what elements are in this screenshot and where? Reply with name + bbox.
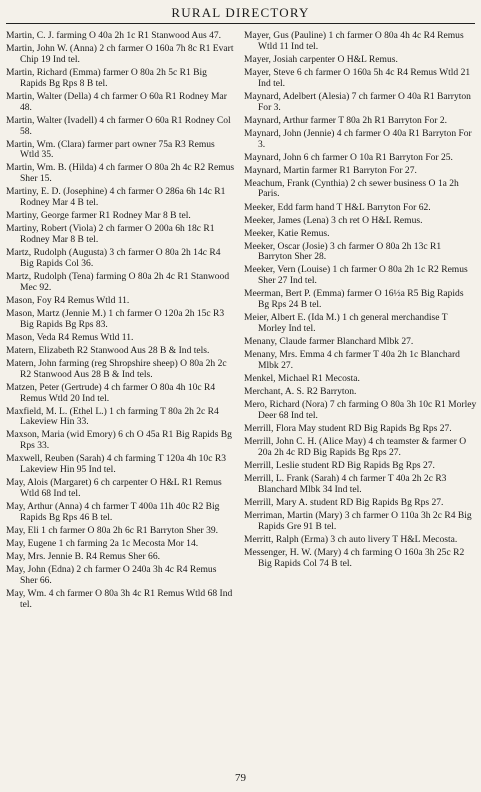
directory-entry: Menkel, Michael R1 Mecosta.	[244, 373, 360, 384]
directory-entry: May, Alois (Margaret) 6 ch carpenter O H&L R1 Remus Wtld 68 Ind tel.	[6, 477, 222, 499]
directory-entry: Martin, Wm. (Clara) farmer part owner 75a R3 Remus Wtld 35.	[6, 138, 215, 161]
directory-entry: Maynard, Martin farmer R1 Barryton For 27.	[244, 164, 417, 176]
directory-entry: Meeker, Edd farm hand T H&L Barryton For 62.	[244, 201, 431, 213]
directory-entry: May, Wm. 4 ch farmer O 80a 3h 4c R1 Remus Wtld 68 Ind tel.	[6, 587, 233, 610]
directory-entry: Meeker, Vern (Louise) 1 ch farmer O 80a 2h 1c R2 Remus Sher 27 Ind tel.	[244, 264, 468, 287]
directory-entry: Maxfield, M. L. (Ethel L.) 1 ch farming T 80a 2h 2c R4 Lakeview Hin 33.	[6, 405, 219, 428]
directory-entry: Martin, Wm. B. (Hilda) 4 ch farmer O 80a 2h 4c R2 Remus Sher 15.	[6, 162, 235, 185]
directory-entry: Martin, Richard (Emma) farmer O 80a 2h 5c R1 Big Rapids Bg Rps 8 B tel.	[6, 66, 207, 89]
directory-entry: Mayer, Steve 6 ch farmer O 160a 5h 4c R4 Remus Wtld 21 Ind tel.	[244, 66, 471, 89]
directory-entry: Maynard, Arthur farmer T 80a 2h R1 Barryton For 2.	[244, 114, 448, 126]
page-header: RURAL DIRECTORY	[171, 5, 310, 20]
directory-entry: Mayer, Gus (Pauline) 1 ch farmer O 80a 4h 4c R4 Remus Wtld 11 Ind tel.	[244, 30, 464, 52]
right-column	[244, 31, 477, 572]
directory-entry: Meerman, Bert P. (Emma) farmer O 16½a R5 Big Rapids Bg Rps 24 B tel.	[244, 288, 464, 311]
directory-entry: Martin, C. J. farming O 40a 2h 1c R1 Stanwood Aus 47.	[6, 30, 222, 41]
directory-entry: Messenger, H. W. (Mary) 4 ch farming O 160a 3h 25c R2 Big Rapids Col 74 B tel.	[244, 546, 465, 569]
directory-entry: Maynard, Adelbert (Alesia) 7 ch farmer O 40a R1 Barryton For 3.	[244, 90, 471, 113]
directory-entry: Meeker, James (Lena) 3 ch ret O H&L Remus.	[244, 214, 423, 226]
directory-entry: Mero, Richard (Nora) 7 ch farming O 80a 3h 10c R1 Morley Deer 68 Ind tel.	[244, 399, 477, 421]
directory-entry: Merrill, Mary A. student RD Big Rapids Bg Rps 27.	[244, 496, 444, 508]
directory-entry: Martin, Walter (Ivadell) 4 ch farmer O 60a R1 Rodney Col 58.	[6, 114, 231, 137]
directory-entry: Matern, Elizabeth R2 Stanwood Aus 28 B & Ind tels.	[6, 344, 210, 356]
directory-entry: Martz, Rudolph (Augusta) 3 ch farmer O 80a 2h 14c R4 Big Rapids Col 36.	[6, 247, 221, 269]
directory-entry: Maxwell, Reuben (Sarah) 4 ch farming T 120a 4h 10c R3 Lakeview Hin 95 Ind tel.	[6, 453, 226, 476]
directory-entry: Merrill, John C. H. (Alice May) 4 ch teamster & farmer O 20a 2h 4c RD Big Rapids Bg Rps 27.	[244, 435, 467, 458]
directory-entry: Martiny, George farmer R1 Rodney Mar 8 B tel.	[6, 210, 191, 222]
directory-entry: Merrill, Leslie student RD Big Rapids Bg Rps 27.	[244, 459, 435, 471]
directory-entry: Menany, Claude farmer Blanchard Mlbk 27.	[244, 336, 414, 348]
directory-entry: Merrill, Flora May student RD Big Rapids Bg Rps 27.	[244, 422, 452, 434]
directory-entry: Matern, John farming (reg Shropshire sheep) O 80a 2h 2c R2 Stanwood Aus 28 B & Ind tels.	[6, 357, 227, 380]
directory-entry: May, Eugene 1 ch farming 2a 1c Mecosta Mor 14.	[6, 537, 199, 549]
page-number: 79	[235, 772, 246, 784]
directory-entry: Matzen, Peter (Gertrude) 4 ch farmer O 80a 4h 10c R4 Remus Wtld 20 Ind tel.	[6, 381, 216, 404]
directory-entry: Mayer, Josiah carpenter O H&L Remus.	[244, 53, 398, 65]
directory-entry: Merriman, Martin (Mary) 3 ch farmer O 110a 3h 2c R4 Big Rapids Gre 91 B tel.	[244, 509, 472, 532]
directory-entry: Mason, Veda R4 Remus Wtld 11.	[6, 331, 134, 343]
directory-entry: Meier, Albert E. (Ida M.) 1 ch general merchandise T Morley Ind tel.	[244, 312, 448, 335]
directory-entry: Merrill, L. Frank (Sarah) 4 ch farmer T 40a 2h 2c R3 Blanchard Mlbk 34 Ind tel.	[244, 472, 447, 495]
directory-entry: Martin, John W. (Anna) 2 ch farmer O 160a 7h 8c R1 Evart Chip 19 Ind tel.	[6, 43, 234, 65]
directory-entry: Meeker, Oscar (Josie) 3 ch farmer O 80a 2h 13c R1 Barryton Sher 28.	[244, 240, 442, 263]
directory-entry: May, Arthur (Anna) 4 ch farmer T 400a 11h 40c R2 Big Rapids Bg Rps 46 B tel.	[6, 501, 220, 523]
directory-entry: Maxson, Maria (wid Emory) 6 ch O 45a R1 Big Rapids Bg Rps 33.	[6, 429, 232, 452]
directory-entry: Mason, Martz (Jennie M.) 1 ch farmer O 120a 2h 15c R3 Big Rapids Bg Rps 83.	[6, 307, 225, 330]
directory-entry: Mason, Foy R4 Remus Wtld 11.	[6, 294, 130, 306]
directory-entry: May, John (Edna) 2 ch farmer O 240a 3h 4c R4 Remus Sher 66.	[6, 564, 217, 586]
directory-entry: Martiny, E. D. (Josephine) 4 ch farmer O 286a 6h 14c R1 Rodney Mar 4 B tel.	[6, 186, 226, 209]
left-column	[6, 31, 235, 613]
directory-entry: Martiny, Robert (Viola) 2 ch farmer O 200a 6h 18c R1 Rodney Mar 8 B tel.	[6, 223, 215, 246]
directory-entry: Merchant, A. S. R2 Barryton.	[244, 386, 357, 398]
directory-entry: Maynard, John 6 ch farmer O 10a R1 Barryton For 25.	[244, 151, 453, 163]
header-rule	[6, 23, 475, 24]
directory-entry: Meeker, Katie Remus.	[244, 227, 330, 239]
directory-entry: Maynard, John (Jennie) 4 ch farmer O 40a R1 Barryton For 3.	[244, 127, 472, 150]
directory-entry: Merritt, Ralph (Erma) 3 ch auto livery T H&L Mecosta.	[244, 533, 458, 545]
directory-entry: Martin, Walter (Della) 4 ch farmer O 60a R1 Rodney Mar 48.	[6, 90, 227, 113]
directory-entry: May, Eli 1 ch farmer O 80a 2h 6c R1 Barryton Sher 39.	[6, 524, 219, 536]
directory-entry: Menany, Mrs. Emma 4 ch farmer T 40a 2h 1c Blanchard Mlbk 27.	[244, 349, 460, 371]
directory-entry: Meachum, Frank (Cynthia) 2 ch sewer business O 1a 2h Paris.	[244, 177, 459, 200]
directory-entry: Martz, Rudolph (Tena) farming O 80a 2h 4c R1 Stanwood Mec 92.	[6, 270, 230, 293]
directory-entry: May, Mrs. Jennie B. R4 Remus Sher 66.	[6, 550, 160, 562]
